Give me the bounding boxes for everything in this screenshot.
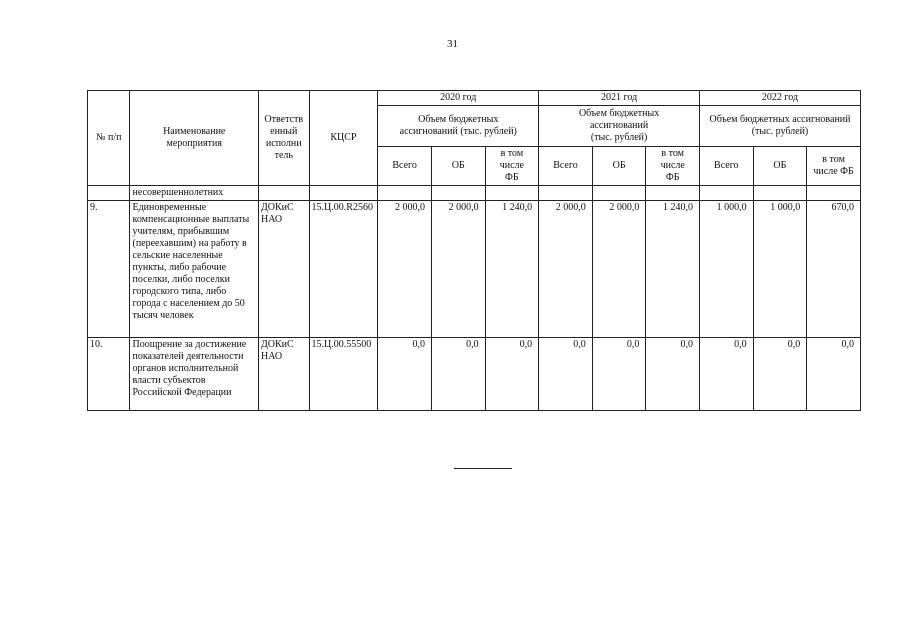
table-row — [88, 186, 861, 201]
header-fb-2021: в том числе ФБ — [646, 147, 700, 186]
header-volume-2022: Объем бюджетных ассигнований (тыс. рублей) — [700, 106, 861, 147]
value-cell: 0,0 — [539, 338, 593, 411]
header-total-2020: Всего — [378, 147, 432, 186]
header-year-2022: 2022 год — [700, 91, 861, 106]
row-kcsr: 15.Ц.00.R2560 — [309, 201, 378, 338]
row-responsible: ДОКиС НАО — [258, 338, 309, 411]
header-num: № п/п — [88, 91, 130, 186]
header-volume-2020: Объем бюджетных ассигнований (тыс. рублей) — [378, 106, 539, 147]
header-total-2021: Всего — [539, 147, 593, 186]
end-divider — [454, 468, 512, 469]
header-volume-2021: Объем бюджетных ассигнований (тыс. рублей) — [539, 106, 700, 147]
row-num: 10. — [88, 338, 130, 411]
row-kcsr: 15.Ц.00.55500 — [309, 338, 378, 411]
header-year-2021: 2021 год — [539, 91, 700, 106]
value-cell: 0,0 — [807, 338, 861, 411]
value-cell: 1 000,0 — [753, 201, 807, 338]
value-cell: 0,0 — [485, 338, 539, 411]
header-responsible: Ответств енный исполни тель — [258, 91, 309, 186]
page-number: 31 — [447, 38, 458, 50]
value-cell: 670,0 — [807, 201, 861, 338]
value-cell: 1 000,0 — [700, 201, 754, 338]
value-cell: 0,0 — [378, 338, 432, 411]
header-total-2022: Всего — [700, 147, 754, 186]
value-cell: 2 000,0 — [592, 201, 646, 338]
value-cell: 1 240,0 — [646, 201, 700, 338]
header-kcsr: КЦСР — [309, 91, 378, 186]
header-name: Наименование мероприятия — [130, 91, 258, 186]
value-cell: 0,0 — [646, 338, 700, 411]
value-cell: 0,0 — [700, 338, 754, 411]
header-ob-2020: ОБ — [431, 147, 485, 186]
row-name: Единовременные компенсационные выплаты учителям, прибывшим (переехавшим) на работу в сельские населенные пункты, либо рабочие поселки, либо поселки городского типа, либо города с населением до 50 тысяч человек — [130, 201, 258, 338]
header-ob-2022: ОБ — [753, 147, 807, 186]
value-cell: 2 000,0 — [431, 201, 485, 338]
row-responsible: ДОКиС НАО — [258, 201, 309, 338]
value-cell: 0,0 — [431, 338, 485, 411]
value-cell: 1 240,0 — [485, 201, 539, 338]
value-cell: 2 000,0 — [378, 201, 432, 338]
row-num: 9. — [88, 201, 130, 338]
header-year-2020: 2020 год — [378, 91, 539, 106]
header-ob-2021: ОБ — [592, 147, 646, 186]
table-row — [88, 338, 861, 411]
value-cell: 0,0 — [592, 338, 646, 411]
table-row — [88, 201, 861, 338]
header-fb-2022: в том числе ФБ — [807, 147, 861, 186]
value-cell: 2 000,0 — [539, 201, 593, 338]
value-cell: 0,0 — [753, 338, 807, 411]
continuation-cell: несовершеннолетних — [130, 186, 258, 201]
row-name: Поощрение за достижение показателей деятельности органов исполнительной власти субъектов Российской Федерации — [130, 338, 258, 411]
budget-table — [87, 90, 861, 411]
header-fb-2020: в том числе ФБ — [485, 147, 539, 186]
